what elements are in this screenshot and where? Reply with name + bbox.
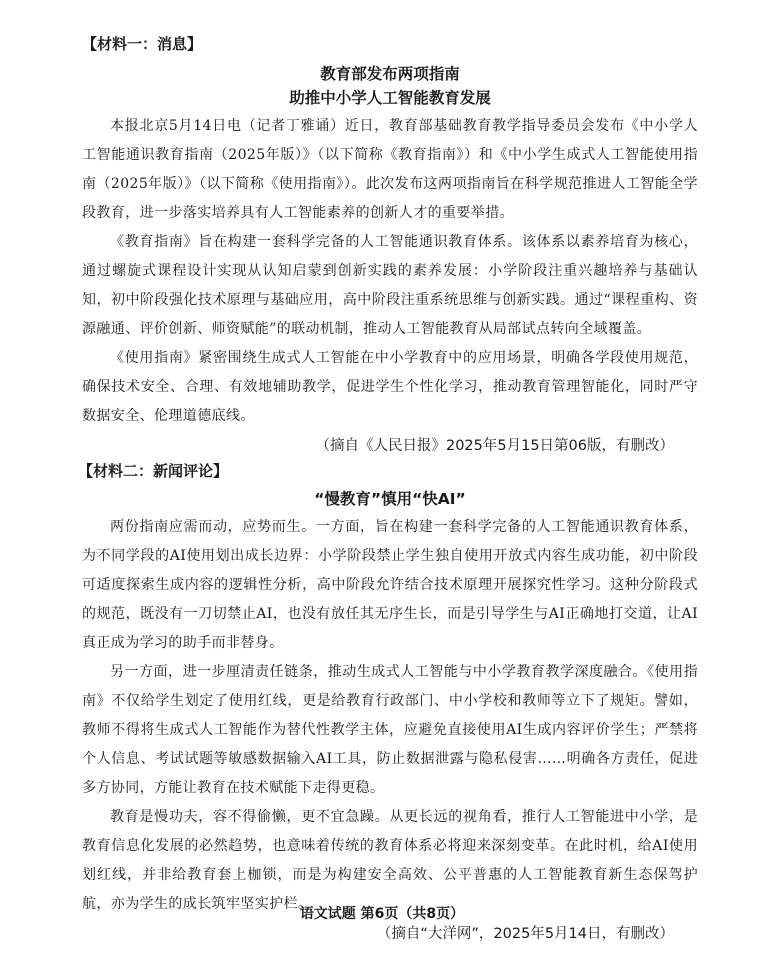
material2-paragraph: 教育是慢功夫，容不得偷懒，更不宜急躁。从更长远的视角看，推行人工智能进中小学，是教育信息化发展的必然趋势，也意味着传统的教育体系必将迎来深刻变革。在此时机，给AI使用划红线，并非给教育套上枷锁，而是为构建安全高效、公平普惠的人工智能教育新生态保驾护航，亦为学生的成长筑牢坚实护栏。 <box>82 809 698 912</box>
material2-title: “慢教育”慎用“快AI” <box>314 490 466 508</box>
material2-paragraph: 两份指南应需而动，应势而生。一方面，旨在构建一套科学完备的人工智能通识教育体系，为不同学段的AI使用划出成长边界：小学阶段禁止学生独自使用开放式内容生成功能，初中阶段可适度探索生成内容的逻辑性分析，高中阶段允许结合技术原理开展探究性学习。这种分阶段式的规范，既没有一刀切禁止AI，也没有放任其无序生长，而是引导学生与AI正确地打交道，让AI真正成为学习的助手而非替身。 <box>82 519 698 651</box>
material1-label: 【材料一：消息】 <box>82 35 203 53</box>
material2-paragraph: 另一方面，进一步厘清责任链条，推动生成式人工智能与中小学教育教学深度融合。《使用指南》不仅给学生划定了使用红线，更是给教育行政部门、中小学校和教师等立下了规矩。譬如，教师不得将生成式人工智能作为替代性教学主体，应避免直接使用AI生成内容评价学生；严禁将个人信息、考试试题等敏感数据输入AI工具，防止数据泄露与隐私侵害……明确各方责任，促进多方协同，方能让教育在技术赋能下走得更稳。 <box>82 664 698 796</box>
page-footer: 语文试题 第6页（共8页） <box>299 906 465 922</box>
material1-paragraph: 《教育指南》旨在构建一套科学完备的人工智能通识教育体系。该体系以素养培育为核心，通过螺旋式课程设计实现从认知启蒙到创新实践的素养发展：小学阶段注重兴趣培养与基础认知，初中阶段强化技术原理与基础应用，高中阶段注重系统思维与创新实践。通过“课程重构、资源融通、评价创新、师资赋能”的联动机制，推动人工智能教育从局部试点转向全域覆盖。 <box>82 234 698 337</box>
material1-source: （摘自《人民日报》2025年5月15日第06版，有删改） <box>315 438 674 454</box>
material1-title: 教育部发布两项指南 <box>320 65 460 83</box>
material1-paragraph: 《使用指南》紧密围绕生成式人工智能在中小学教育中的应用场景，明确各学段使用规范，确保技术安全、合理、有效地辅助教学，促进学生个性化学习，推动教育管理智能化，同时严守数据安全、伦理道德底线。 <box>82 350 698 424</box>
material2-label: 【材料二：新闻评论】 <box>78 462 229 480</box>
material2-source: （摘自“大洋网”，2025年5月14日，有删改） <box>376 926 674 942</box>
material1-paragraph: 本报北京5月14日电（记者丁雅诵）近日，教育部基础教育教学指导委员会发布《中小学人工智能通识教育指南（2025年版）》（以下简称《教育指南》）和《中小学生成式人工智能使用指南（2025年版）》（以下简称《使用指南》）。此次发布这两项指南旨在科学规范推进人工智能全学段教育，进一步落实培养具有人工智能素养的创新人才的重要举措。 <box>82 118 698 221</box>
material1-subtitle: 助推中小学人工智能教育发展 <box>289 89 491 107</box>
